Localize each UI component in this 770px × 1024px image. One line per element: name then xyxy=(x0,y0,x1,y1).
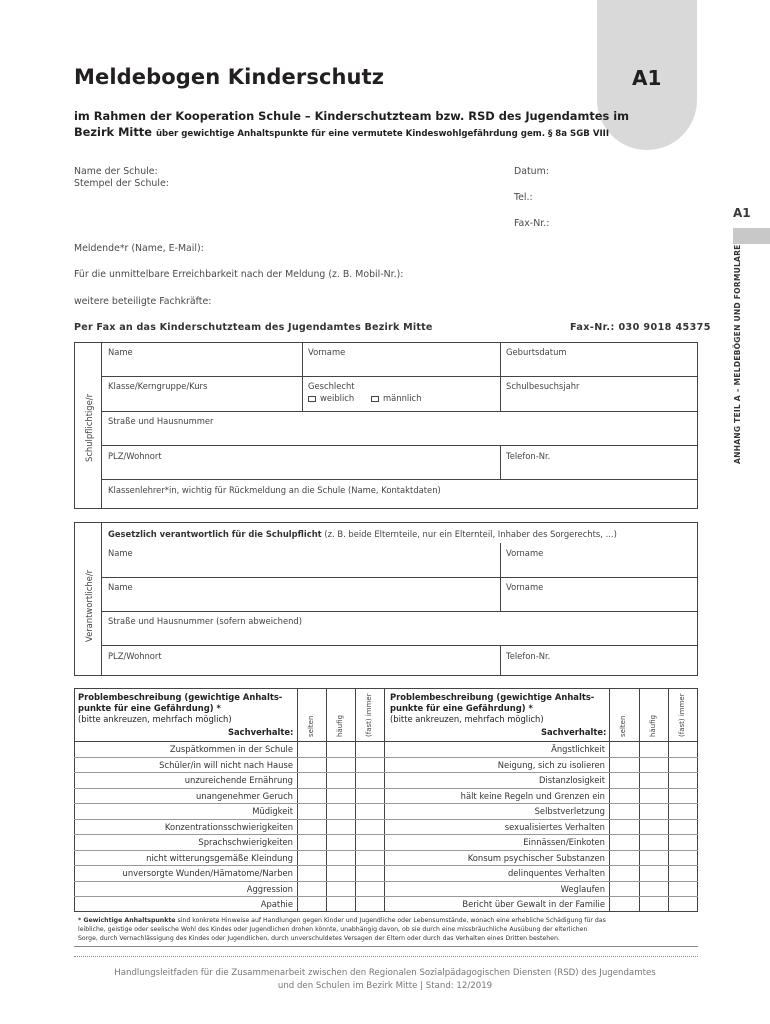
problem-item-right: Weglaufen xyxy=(560,883,605,894)
freq-header-immer: (fast) immer xyxy=(365,693,373,737)
page-title: Meldebogen Kinderschutz xyxy=(74,65,385,89)
student-class-field[interactable]: Klasse/Kerngruppe/Kurs xyxy=(108,381,208,391)
guardian-header-rest: (z. B. beide Elternteile, nur ein Elternteil, Inhaber des Sorgerechts, ...) xyxy=(321,529,617,539)
frequency-checkbox-cell[interactable] xyxy=(610,820,638,835)
row-line xyxy=(101,577,698,578)
problem-head-note: (bitte ankreuzen, mehrfach möglich) xyxy=(78,714,232,724)
row-line xyxy=(101,611,698,612)
col-line xyxy=(302,342,303,411)
table-row-line xyxy=(74,881,698,882)
problem-item-left: Schüler/in will nicht nach Hause xyxy=(159,759,293,770)
frequency-checkbox-cell[interactable] xyxy=(669,897,697,912)
table-row-line xyxy=(74,772,698,773)
problem-item-right: Distanzlosigkeit xyxy=(538,775,605,785)
sachverhalte-right: Sachverhalte: xyxy=(541,727,607,737)
table-row-line xyxy=(74,819,698,820)
frequency-checkbox-cell[interactable] xyxy=(640,804,668,819)
checkbox-icon xyxy=(371,396,379,402)
guardian1-name-field[interactable]: Name xyxy=(108,548,133,558)
guardian1-vorname-field[interactable]: Vorname xyxy=(506,548,544,558)
freq-header-immer: (fast) immer xyxy=(678,693,686,737)
frequency-checkbox-cell[interactable] xyxy=(327,835,355,850)
problem-head-bold2: punkte für eine Gefährdung) * xyxy=(78,703,221,713)
subtitle-bezirk: Bezirk Mitte xyxy=(74,125,152,139)
guardian-box xyxy=(74,522,698,676)
row-line xyxy=(101,376,698,377)
freq-header-haeufig: häufig xyxy=(649,714,657,737)
class-teacher-field[interactable]: Klassenlehrer*in, wichtig für Rückmeldung an die Schule (Name, Kontaktdaten) xyxy=(108,485,441,495)
frequency-checkbox-cell[interactable] xyxy=(669,773,697,788)
frequency-checkbox-cell[interactable] xyxy=(327,742,355,757)
frequency-checkbox-cell[interactable] xyxy=(356,789,384,804)
table-header-line xyxy=(74,741,698,742)
freq-header-selten: selten xyxy=(307,715,315,737)
frequency-checkbox-cell[interactable] xyxy=(356,804,384,819)
frequency-checkbox-cell[interactable] xyxy=(669,851,697,866)
frequency-checkbox-cell[interactable] xyxy=(669,820,697,835)
subtitle-line2 xyxy=(74,125,609,139)
frequency-checkbox-cell[interactable] xyxy=(610,835,638,850)
problem-head-bold1: Problembeschreibung (gewichtige Anhalts- xyxy=(78,692,283,702)
frequency-checkbox-cell[interactable] xyxy=(669,758,697,773)
freq-header-haeufig: häufig xyxy=(336,714,344,737)
frequency-checkbox-cell[interactable] xyxy=(610,882,638,897)
fax-target-label: Per Fax an das Kinderschutzteam des Jugendamtes Bezirk Mitte xyxy=(74,322,433,333)
freq-header-selten: selten xyxy=(619,715,627,737)
frequency-checkbox-cell[interactable] xyxy=(298,897,326,912)
subtitle-line1: im Rahmen der Kooperation Schule – Kinderschutzteam bzw. RSD des Jugendamtes im xyxy=(74,109,630,123)
page-footer-line2: und den Schulen im Bezirk Mitte | Stand: 12/2019 xyxy=(277,981,493,991)
doc-number: A1 xyxy=(632,66,662,90)
frequency-checkbox-cell[interactable] xyxy=(356,882,384,897)
frequency-checkbox-cell[interactable] xyxy=(640,758,668,773)
col-line xyxy=(500,543,501,611)
student-name-field[interactable]: Name xyxy=(108,347,133,357)
side-tab-label: A1 xyxy=(733,206,751,220)
guardian-phone-field[interactable]: Telefon-Nr. xyxy=(506,651,551,661)
problem-item-left: Apathie xyxy=(260,899,293,909)
problem-item-left: nicht witterungsgemäße Kleindung xyxy=(146,852,293,863)
frequency-checkbox-cell[interactable] xyxy=(640,882,668,897)
school-stamp-field[interactable]: Stempel der Schule: xyxy=(74,178,169,189)
gender-female-label: weiblich xyxy=(320,393,355,403)
guardian-header-bold: Gesetzlich verantwortlich für die Schulpflicht xyxy=(108,529,322,539)
gender-male-checkbox[interactable] xyxy=(371,393,421,403)
student-side-label: Schulpflichtige/r xyxy=(84,393,94,462)
table-row-line xyxy=(74,834,698,835)
fax-field[interactable]: Fax-Nr.: xyxy=(514,218,550,229)
sachverhalte-left: Sachverhalte: xyxy=(228,727,294,737)
problem-item-right: delinquentes Verhalten xyxy=(507,868,605,878)
gender-male-label: männlich xyxy=(383,393,422,403)
footnote-line1: sind konkrete Hinweise auf Handlungen gegen Kinder und Jugendliche oder Lebensumstände, wonach eine erhebliche Schädigung für das xyxy=(175,917,606,924)
tel-field[interactable]: Tel.: xyxy=(514,192,533,203)
problem-item-right: Selbstverletzung xyxy=(534,806,605,816)
frequency-checkbox-cell[interactable] xyxy=(356,835,384,850)
frequency-checkbox-cell[interactable] xyxy=(298,882,326,897)
side-tab-bar xyxy=(733,228,770,244)
table-row-line xyxy=(74,788,698,789)
frequency-checkbox-cell[interactable] xyxy=(610,866,638,881)
problem-item-left: Konzentrationsschwierigkeiten xyxy=(164,821,293,832)
frequency-checkbox-cell[interactable] xyxy=(298,835,326,850)
problem-head-bold2: punkte für eine Gefährdung) * xyxy=(390,703,533,713)
frequency-checkbox-cell[interactable] xyxy=(356,773,384,788)
student-street-field[interactable]: Straße und Hausnummer xyxy=(108,416,214,426)
row-line xyxy=(101,645,698,646)
frequency-checkbox-cell[interactable] xyxy=(298,789,326,804)
table-row-line xyxy=(74,803,698,804)
side-vertical-text: ANHANG TEIL A – MELDEBÖGEN UND FORMULARE xyxy=(733,244,742,464)
problem-header-left xyxy=(78,692,282,725)
student-plz-field[interactable]: PLZ/Wohnort xyxy=(108,451,162,461)
frequency-checkbox-cell[interactable] xyxy=(298,804,326,819)
problem-item-right: hält keine Regeln und Grenzen ein xyxy=(460,790,605,801)
problem-item-left: Zuspätkommen in der Schule xyxy=(169,744,293,754)
frequency-checkbox-cell[interactable] xyxy=(356,742,384,757)
guardian-side-label: Verantwortliche/r xyxy=(84,569,94,642)
school-name-field[interactable]: Name der Schule: xyxy=(74,166,158,177)
frequency-checkbox-cell[interactable] xyxy=(327,882,355,897)
guardian-box-divider xyxy=(101,522,102,676)
frequency-checkbox-cell[interactable] xyxy=(640,897,668,912)
reachability-field[interactable]: Für die unmittelbare Erreichbarkeit nach der Meldung (z. B. Mobil-Nr.): xyxy=(74,269,404,280)
frequency-checkbox-cell[interactable] xyxy=(669,835,697,850)
frequency-checkbox-cell[interactable] xyxy=(640,789,668,804)
problem-item-left: Sprachschwierigkeiten xyxy=(198,837,293,847)
checkbox-icon xyxy=(308,396,316,402)
student-gender-label: Geschlecht xyxy=(308,381,355,391)
dotted-divider xyxy=(74,956,698,957)
problem-item-right: Bericht über Gewalt in der Familie xyxy=(462,899,605,909)
frequency-checkbox-cell[interactable] xyxy=(640,851,668,866)
reporter-field[interactable]: Meldende*r (Name, E-Mail): xyxy=(74,243,204,254)
problem-header-right xyxy=(390,692,594,725)
frequency-checkbox-cell[interactable] xyxy=(298,758,326,773)
guardian-header xyxy=(108,529,617,539)
footnote-line xyxy=(74,946,698,947)
frequency-checkbox-cell[interactable] xyxy=(669,742,697,757)
problem-item-left: unversorgte Wunden/Hämatome/Narben xyxy=(122,868,293,878)
frequency-checkbox-cell[interactable] xyxy=(327,820,355,835)
frequency-checkbox-cell[interactable] xyxy=(356,897,384,912)
row-line xyxy=(101,479,698,480)
col-line xyxy=(500,445,501,479)
frequency-checkbox-cell[interactable] xyxy=(610,789,638,804)
problem-item-right: Einnässen/Einkoten xyxy=(523,837,605,847)
frequency-checkbox-cell[interactable] xyxy=(356,866,384,881)
frequency-checkbox-cell[interactable] xyxy=(327,866,355,881)
table-row-line xyxy=(74,865,698,866)
guardian-street-field[interactable]: Straße und Hausnummer (sofern abweichend) xyxy=(108,616,303,626)
page-footer-line1: Handlungsleitfaden für die Zusammenarbeit zwischen den Regionalen Sozialpädagogischen Diensten (RSD) des Jugendamtes xyxy=(114,968,656,978)
frequency-checkbox-cell[interactable] xyxy=(298,851,326,866)
problem-item-right: Neigung, sich zu isolieren xyxy=(497,759,605,770)
student-phone-field[interactable]: Telefon-Nr. xyxy=(506,451,551,461)
frequency-checkbox-cell[interactable] xyxy=(356,820,384,835)
frequency-checkbox-cell[interactable] xyxy=(298,866,326,881)
frequency-checkbox-cell[interactable] xyxy=(610,758,638,773)
guardian2-vorname-field[interactable]: Vorname xyxy=(506,582,544,592)
problem-item-left: unangenehmer Geruch xyxy=(195,790,293,801)
row-line xyxy=(101,445,698,446)
student-vorname-field[interactable]: Vorname xyxy=(308,347,346,357)
frequency-checkbox-cell[interactable] xyxy=(298,773,326,788)
frequency-checkbox-cell[interactable] xyxy=(669,804,697,819)
col-line xyxy=(500,342,501,411)
frequency-checkbox-cell[interactable] xyxy=(610,804,638,819)
table-row-line xyxy=(74,757,698,758)
table-row-line xyxy=(74,896,698,897)
col-line xyxy=(500,645,501,676)
guardian2-name-field[interactable]: Name xyxy=(108,582,133,592)
frequency-checkbox-cell[interactable] xyxy=(669,866,697,881)
other-staff-field[interactable]: weitere beteiligte Fachkräfte: xyxy=(74,296,212,307)
gender-female-checkbox[interactable] xyxy=(308,393,354,403)
problem-item-left: Müdigkeit xyxy=(252,806,293,816)
table-row-line xyxy=(74,850,698,851)
problem-item-right: Ängstlichkeit xyxy=(551,744,605,754)
frequency-checkbox-cell[interactable] xyxy=(327,851,355,866)
footnote xyxy=(78,916,694,943)
frequency-checkbox-cell[interactable] xyxy=(327,773,355,788)
frequency-checkbox-cell[interactable] xyxy=(640,773,668,788)
frequency-checkbox-cell[interactable] xyxy=(327,804,355,819)
fax-target-number: Fax-Nr.: 030 9018 45375 xyxy=(570,322,711,333)
problem-item-left: unzureichende Ernährung xyxy=(184,775,293,785)
frequency-checkbox-cell[interactable] xyxy=(610,851,638,866)
problem-item-left: Aggression xyxy=(246,883,293,894)
frequency-checkbox-cell[interactable] xyxy=(327,758,355,773)
date-field[interactable]: Datum: xyxy=(514,166,549,177)
frequency-checkbox-cell[interactable] xyxy=(610,742,638,757)
frequency-checkbox-cell[interactable] xyxy=(298,820,326,835)
frequency-checkbox-cell[interactable] xyxy=(640,820,668,835)
frequency-checkbox-cell[interactable] xyxy=(298,742,326,757)
row-line xyxy=(101,411,698,412)
footnote-bold: * Gewichtige Anhaltspunkte xyxy=(78,917,176,924)
student-birthdate-field[interactable]: Geburtsdatum xyxy=(506,347,567,357)
frequency-checkbox-cell[interactable] xyxy=(610,897,638,912)
student-box-divider xyxy=(101,342,102,509)
frequency-checkbox-cell[interactable] xyxy=(640,835,668,850)
frequency-checkbox-cell[interactable] xyxy=(640,742,668,757)
frequency-checkbox-cell[interactable] xyxy=(327,789,355,804)
frequency-checkbox-cell[interactable] xyxy=(669,882,697,897)
problem-item-right: sexualisiertes Verhalten xyxy=(504,821,605,832)
problem-item-right: Konsum psychischer Substanzen xyxy=(467,852,605,863)
frequency-checkbox-cell[interactable] xyxy=(640,866,668,881)
guardian-plz-field[interactable]: PLZ/Wohnort xyxy=(108,651,162,661)
problem-head-bold1: Problembeschreibung (gewichtige Anhalts- xyxy=(390,692,595,702)
frequency-checkbox-cell[interactable] xyxy=(356,851,384,866)
frequency-checkbox-cell[interactable] xyxy=(327,897,355,912)
frequency-checkbox-cell[interactable] xyxy=(356,758,384,773)
problem-head-note: (bitte ankreuzen, mehrfach möglich) xyxy=(390,714,544,724)
student-schoolyear-field[interactable]: Schulbesuchsjahr xyxy=(506,381,580,391)
frequency-checkbox-cell[interactable] xyxy=(610,773,638,788)
footnote-line2: leibliche, geistige oder seelische Wohl des Kindes oder Jugendlichen drohen könnte, unabhängig davon, ob sie durch eine missbräuchliche Ausübung der elterlichen xyxy=(78,926,588,933)
footnote-line3: Sorge, durch Vernachlässigung des Kindes oder Jugendlichen, durch unverschuldetes Versagen der Eltern oder durch das Verhalten eines Dritten bestehen. xyxy=(78,935,560,942)
subtitle-small: über gewichtige Anhaltspunkte für eine vermutete Kindeswohlgefährdung gem. § 8a SGB VIII xyxy=(155,129,610,139)
frequency-checkbox-cell[interactable] xyxy=(669,789,697,804)
